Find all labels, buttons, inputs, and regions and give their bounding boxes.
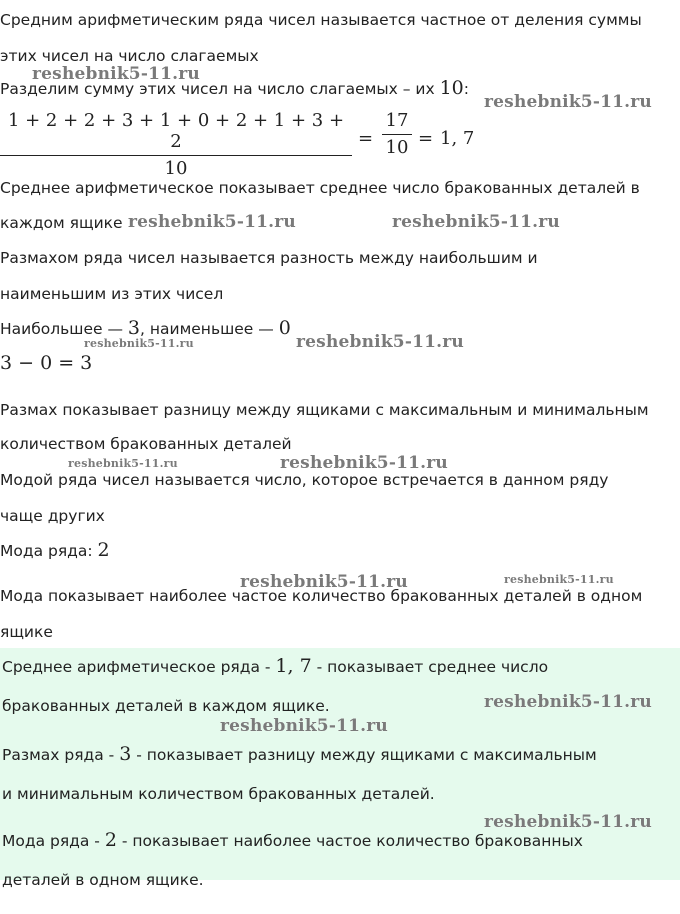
max-value: 3 — [127, 317, 141, 339]
result-denominator: 10 — [385, 137, 409, 158]
summary-box — [0, 648, 680, 889]
watermark: reshebnik5-11.ru — [32, 64, 200, 84]
watermark: reshebnik5-11.ru — [296, 332, 464, 352]
mode-label: Мода ряда: — [0, 542, 98, 560]
mode-meaning-line2: ящике — [0, 623, 53, 641]
divide-sum-text: Разделим сумму этих чисел на число слагаемых – их — [0, 80, 440, 98]
sum-numerator: 1 + 2 + 2 + 3 + 1 + 0 + 2 + 1 + 3 + 2 — [7, 110, 345, 152]
summary-range-line1 — [2, 736, 680, 773]
mode-sentence — [0, 532, 678, 569]
summary-mean-text: - показывает среднее число — [311, 658, 549, 676]
definition-mode-line2: чаще других — [0, 507, 105, 525]
watermark: reshebnik5-11.ru — [84, 337, 194, 350]
watermark: reshebnik5-11.ru — [392, 212, 560, 232]
summary-range-text: - показывает разницу между ящиками с максимальным — [131, 746, 597, 764]
watermark: reshebnik5-11.ru — [280, 453, 448, 473]
sum-denominator: 10 — [164, 158, 188, 179]
range-calculation: 3 − 0 = 3 — [0, 352, 93, 374]
min-value: 0 — [278, 317, 291, 339]
equals-sign-1: = — [358, 128, 374, 149]
summary-mode-value: 2 — [104, 829, 117, 851]
watermark: reshebnik5-11.ru — [128, 212, 296, 232]
colon: : — [463, 80, 469, 98]
summary-mean-label: Среднее арифметическое ряда - — [2, 658, 276, 676]
min-label: , наименьшее — — [140, 320, 279, 338]
sum-fraction — [0, 110, 352, 179]
definition-mean-line2: этих чисел на число слагаемых — [0, 47, 259, 65]
watermark: reshebnik5-11.ru — [484, 812, 652, 832]
result-numerator: 17 — [385, 110, 409, 131]
mode-meaning-line1: Мода показывает наиболее частое количество бракованных деталей в одном — [0, 587, 643, 605]
max-label: Наибольшее — — [0, 320, 128, 338]
summary-range-label: Размах ряда - — [2, 746, 120, 764]
definition-mean-line1: Средним арифметическим ряда чисел называется частное от деления суммы — [0, 11, 642, 29]
count-value: 10 — [439, 77, 464, 99]
watermark: reshebnik5-11.ru — [68, 457, 178, 470]
equals-sign-2: = — [418, 128, 434, 149]
summary-mean-line2: бракованных деталей в каждом ящике. — [2, 697, 330, 715]
definition-mode-line1: Модой ряда чисел называется число, которое встречается в данном ряду — [0, 471, 609, 489]
summary-mode-line2: деталей в одном ящике. — [2, 871, 204, 889]
result-fraction — [382, 110, 412, 158]
watermark: reshebnik5-11.ru — [484, 92, 652, 112]
watermark: reshebnik5-11.ru — [220, 716, 388, 736]
watermark: reshebnik5-11.ru — [504, 573, 614, 586]
mean-meaning-line1: Среднее арифметическое показывает среднее число бракованных деталей в — [0, 179, 640, 197]
definition-range-line1: Размахом ряда чисел называется разность между наибольшим и — [0, 249, 538, 267]
mode-value: 2 — [97, 539, 110, 561]
summary-mean-line1 — [2, 648, 680, 685]
summary-mode-label: Мода ряда - — [2, 832, 105, 850]
summary-mode-text: - показывает наиболее частое количество бракованных — [116, 832, 583, 850]
range-meaning-line2: количеством бракованных деталей — [0, 435, 292, 453]
range-meaning-line1: Размах показывает разницу между ящиками с максимальным и минимальным — [0, 401, 649, 419]
mean-result: 1, 7 — [440, 128, 475, 149]
mean-formula — [0, 110, 680, 179]
mean-meaning-line2: каждом ящике — [0, 214, 123, 232]
summary-range-value: 3 — [119, 743, 132, 765]
watermark: reshebnik5-11.ru — [484, 692, 652, 712]
summary-mean-value: 1, 7 — [275, 655, 312, 677]
summary-range-line2: и минимальным количеством бракованных деталей. — [2, 785, 435, 803]
definition-range-line2: наименьшим из этих чисел — [0, 285, 224, 303]
watermark: reshebnik5-11.ru — [240, 572, 408, 592]
